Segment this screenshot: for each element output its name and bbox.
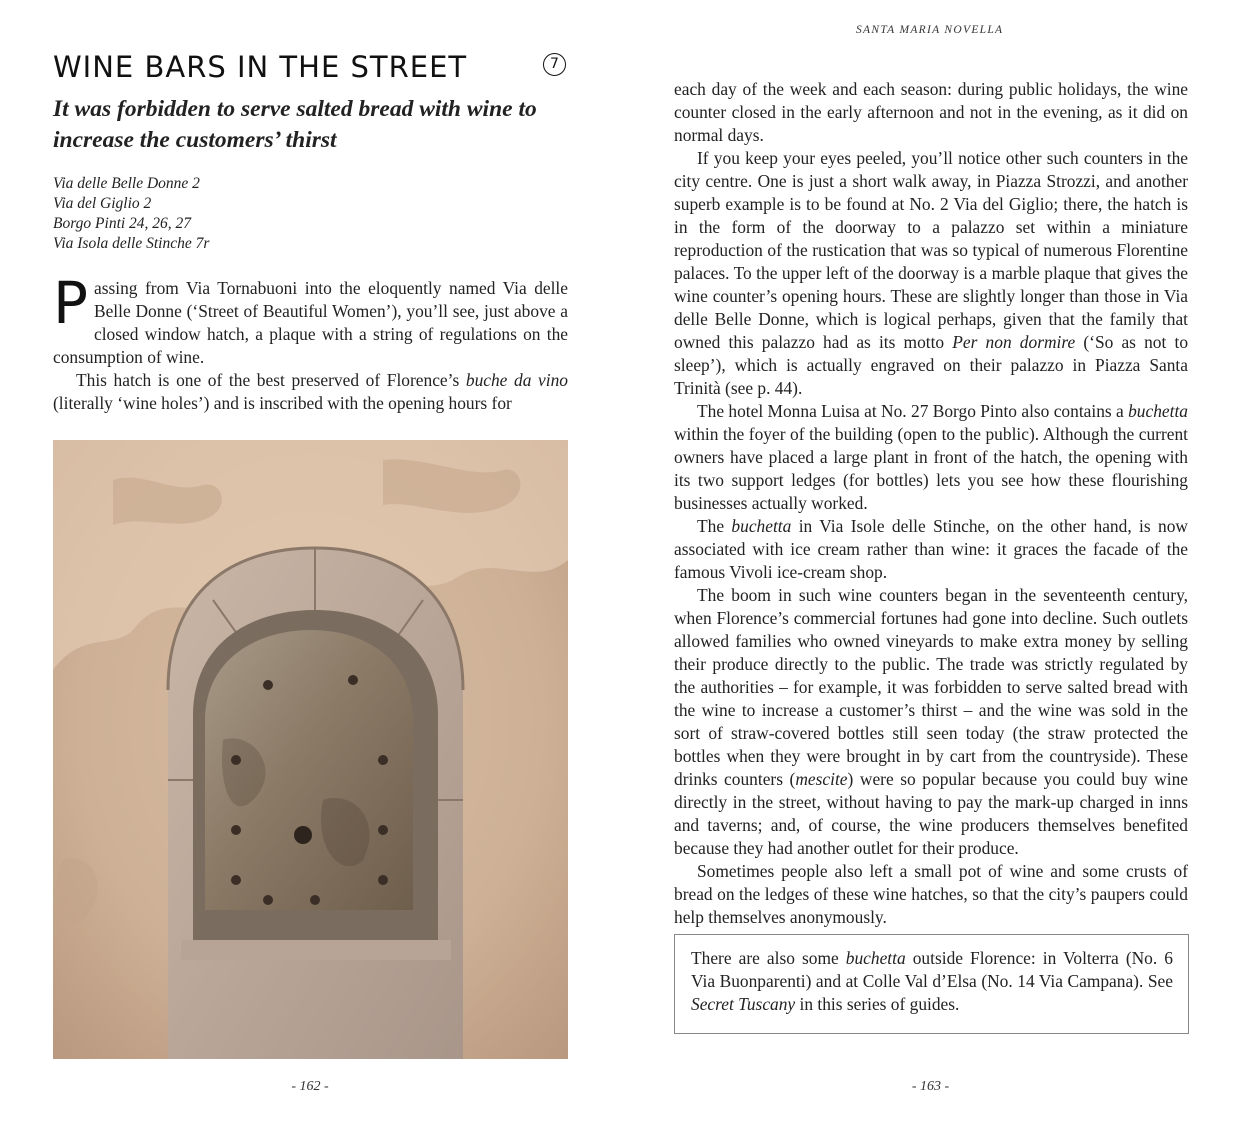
- wine-hatch-photo: [53, 440, 568, 1059]
- article-subtitle: It was forbidden to serve salted bread with wine to increase the customers’ thirst: [53, 96, 537, 153]
- address-list: [53, 174, 209, 254]
- entry-number-badge: 7: [543, 53, 566, 76]
- paragraph: This hatch is one of the best preserved of Florence’s buche da vino (literally ‘wine holes’) and is inscribed with the opening hours for: [53, 370, 568, 413]
- drop-cap: P: [53, 269, 88, 337]
- address-line: Via Isola delle Stinche 7r: [53, 235, 210, 252]
- right-body-text: [674, 78, 1188, 929]
- paragraph: each day of the week and each season: during public holidays, the wine counter closed in the early afternoon and not in the evening, as it did on normal days.: [674, 79, 1188, 145]
- page-number: - 162 -: [291, 1079, 329, 1094]
- left-page: [0, 0, 620, 1123]
- right-page: [620, 0, 1241, 1123]
- paragraph: The buchetta in Via Isole delle Stinche, on the other hand, is now associated with ice cream rather than wine: it graces the facade of the famous Vivoli ice-cream shop.: [674, 516, 1188, 582]
- address-line: Via del Giglio 2: [53, 195, 152, 212]
- paragraph: If you keep your eyes peeled, you’ll notice other such counters in the city centre. One is just a short walk away, in Piazza Strozzi, and another superb example is to be found at No. 2 Via del Giglio; there, the hatch is in the form of the doorway to a palazzo set within a miniature reproduction of the rustication that was so typical of numerous Florentine palaces. To the upper left of the doorway is a marble plaque that gives the wine counter’s opening hours. These are slightly longer than those in Via delle Belle Donne, which is logical perhaps, given that the family that owned this palazzo had as its motto Per non dormire (‘So as not to sleep’), which is actually engraved on their palazzo in Piazza Santa Trinità (see p. 44).: [674, 148, 1189, 398]
- address-line: Via delle Belle Donne 2: [53, 175, 200, 192]
- running-header: SANTA MARIA NOVELLA: [856, 24, 1004, 36]
- paragraph: The boom in such wine counters began in the seventeenth century, when Florence’s commercial fortunes had gone into decline. Such outlets allowed families who owned vineyards to make extra money by selling their produce directly to the public. The trade was strictly regulated by the authorities – for example, it was forbidden to serve salted bread with the wine to increase a customer’s thirst – and the wine was sold in the sort of straw-covered bottles still seen today (the straw protected the bottles when they were brought in by cart from the countryside). These drinks counters (mescite) were so popular because you could buy wine directly in the street, without having to pay the mark-up charged in inns and taverns; and, of course, the wine producers themselves benefited because they had another outlet for their produce.: [674, 585, 1188, 858]
- paragraph: Passing from Via Tornabuoni into the eloquently named Via delle Belle Donne (‘Street of Beautiful Women’), you’ll see, just above a closed window hatch, a plaque with a string of regulations on the consumption of wine.: [53, 269, 568, 367]
- paragraph: Sometimes people also left a small pot of wine and some crusts of bread on the ledges of these wine hatches, so that the city’s paupers could help themselves anonymously.: [674, 861, 1188, 927]
- page-number: - 163 -: [911, 1079, 950, 1094]
- article-title: WINE BARS IN THE STREET: [53, 50, 468, 84]
- note-box: There are also some buchetta outside Florence: in Volterra (No. 6 Via Buonparenti) and at Colle Val d’Elsa (No. 14 Via Campana). See Secret Tuscany in this series of guides.: [674, 934, 1189, 1034]
- left-body-text: [53, 269, 568, 415]
- paragraph: The hotel Monna Luisa at No. 27 Borgo Pinto also contains a buchetta within the foyer of the building (open to the public). Although the current owners have placed a large plant in front of the hatch, the opening with its two support ledges (for bottles) lets you see how these flourishing businesses actually worked.: [674, 401, 1188, 513]
- address-line: Borgo Pinti 24, 26, 27: [53, 215, 192, 232]
